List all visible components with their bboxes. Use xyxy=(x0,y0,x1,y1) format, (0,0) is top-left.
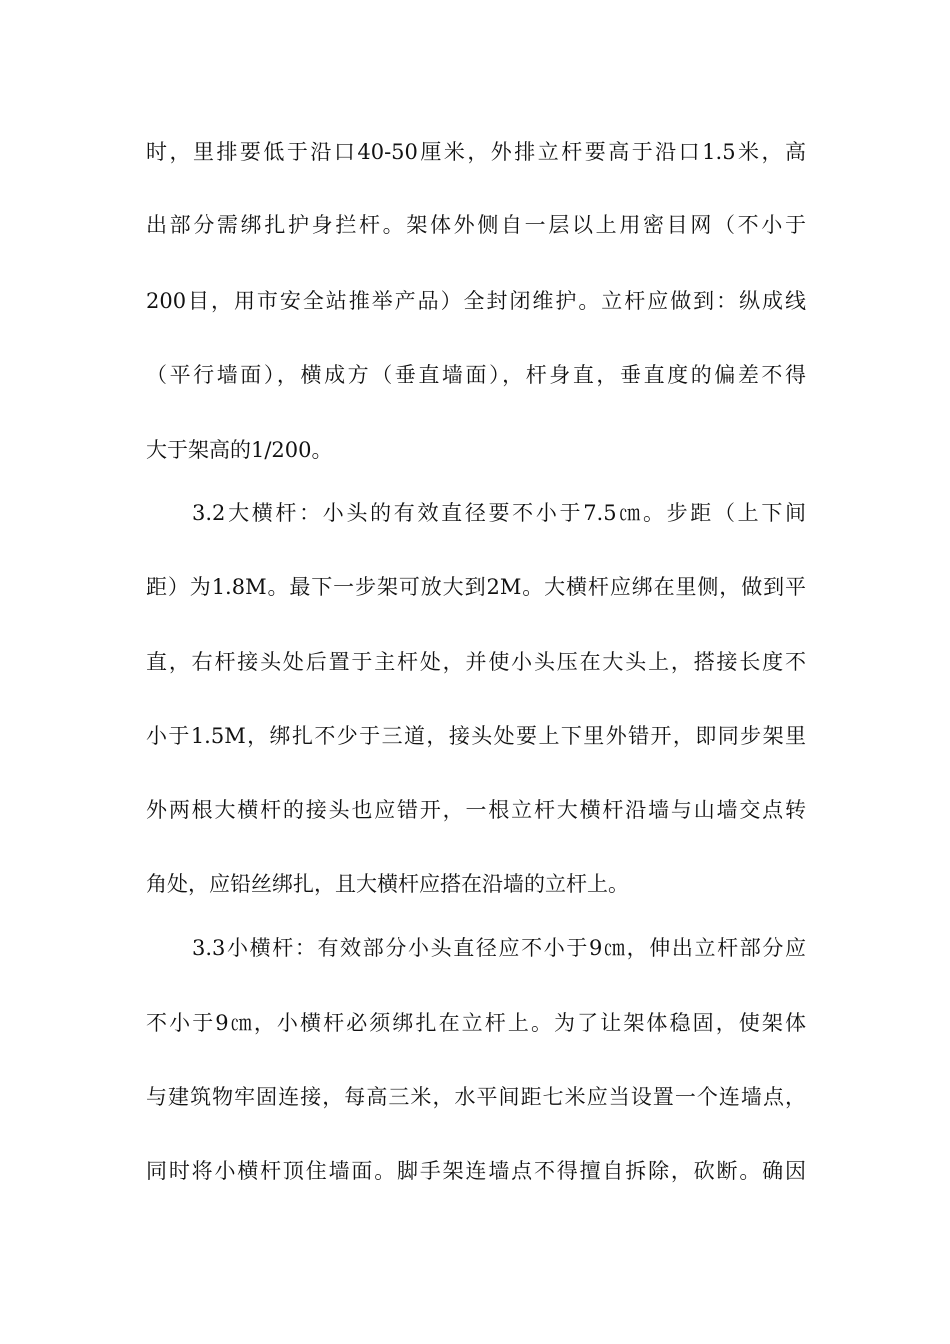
text-line: 不小于9㎝，小横杆必须绑扎在立杆上。为了让架体稳固，使架体 xyxy=(146,1011,806,1035)
text-line: 距）为1.8M。最下一步架可放大到2M。大横杆应绑在里侧，做到平 xyxy=(146,575,806,599)
paragraph-start-line: 3.2大横杆：小头的有效直径要不小于7.5㎝。步距（上下间 xyxy=(192,501,806,525)
text-line: 与建筑物牢固连接，每高三米，水平间距七米应当设置一个连墙点， xyxy=(146,1085,806,1109)
paragraph-start-line: 3.3小横杆：有效部分小头直径应不小于9㎝，伸出立杆部分应 xyxy=(192,936,806,960)
text-line: 出部分需绑扎护身拦杆。架体外侧自一层以上用密目网（不小于 xyxy=(146,213,806,237)
text-line: 外两根大横杆的接头也应错开，一根立杆大横杆沿墙与山墙交点转 xyxy=(146,798,806,822)
text-line: 小于1.5M，绑扎不少于三道，接头处要上下里外错开，即同步架里 xyxy=(146,724,806,748)
text-line: 角处，应铅丝绑扎，且大横杆应搭在沿墙的立杆上。 xyxy=(146,872,629,896)
text-line: （平行墙面），横成方（垂直墙面），杆身直，垂直度的偏差不得 xyxy=(146,363,806,387)
text-line: 时，里排要低于沿口40-50厘米，外排立杆要高于沿口1.5米，高 xyxy=(146,140,806,164)
text-line: 200目，用市安全站推举产品）全封闭维护。立杆应做到：纵成线 xyxy=(146,289,806,313)
text-line: 同时将小横杆顶住墙面。脚手架连墙点不得擅自拆除，砍断。确因 xyxy=(146,1159,806,1183)
text-line: 直，右杆接头处后置于主杆处，并使小头压在大头上，搭接长度不 xyxy=(146,650,806,674)
text-line: 大于架高的1/200。 xyxy=(146,438,333,462)
